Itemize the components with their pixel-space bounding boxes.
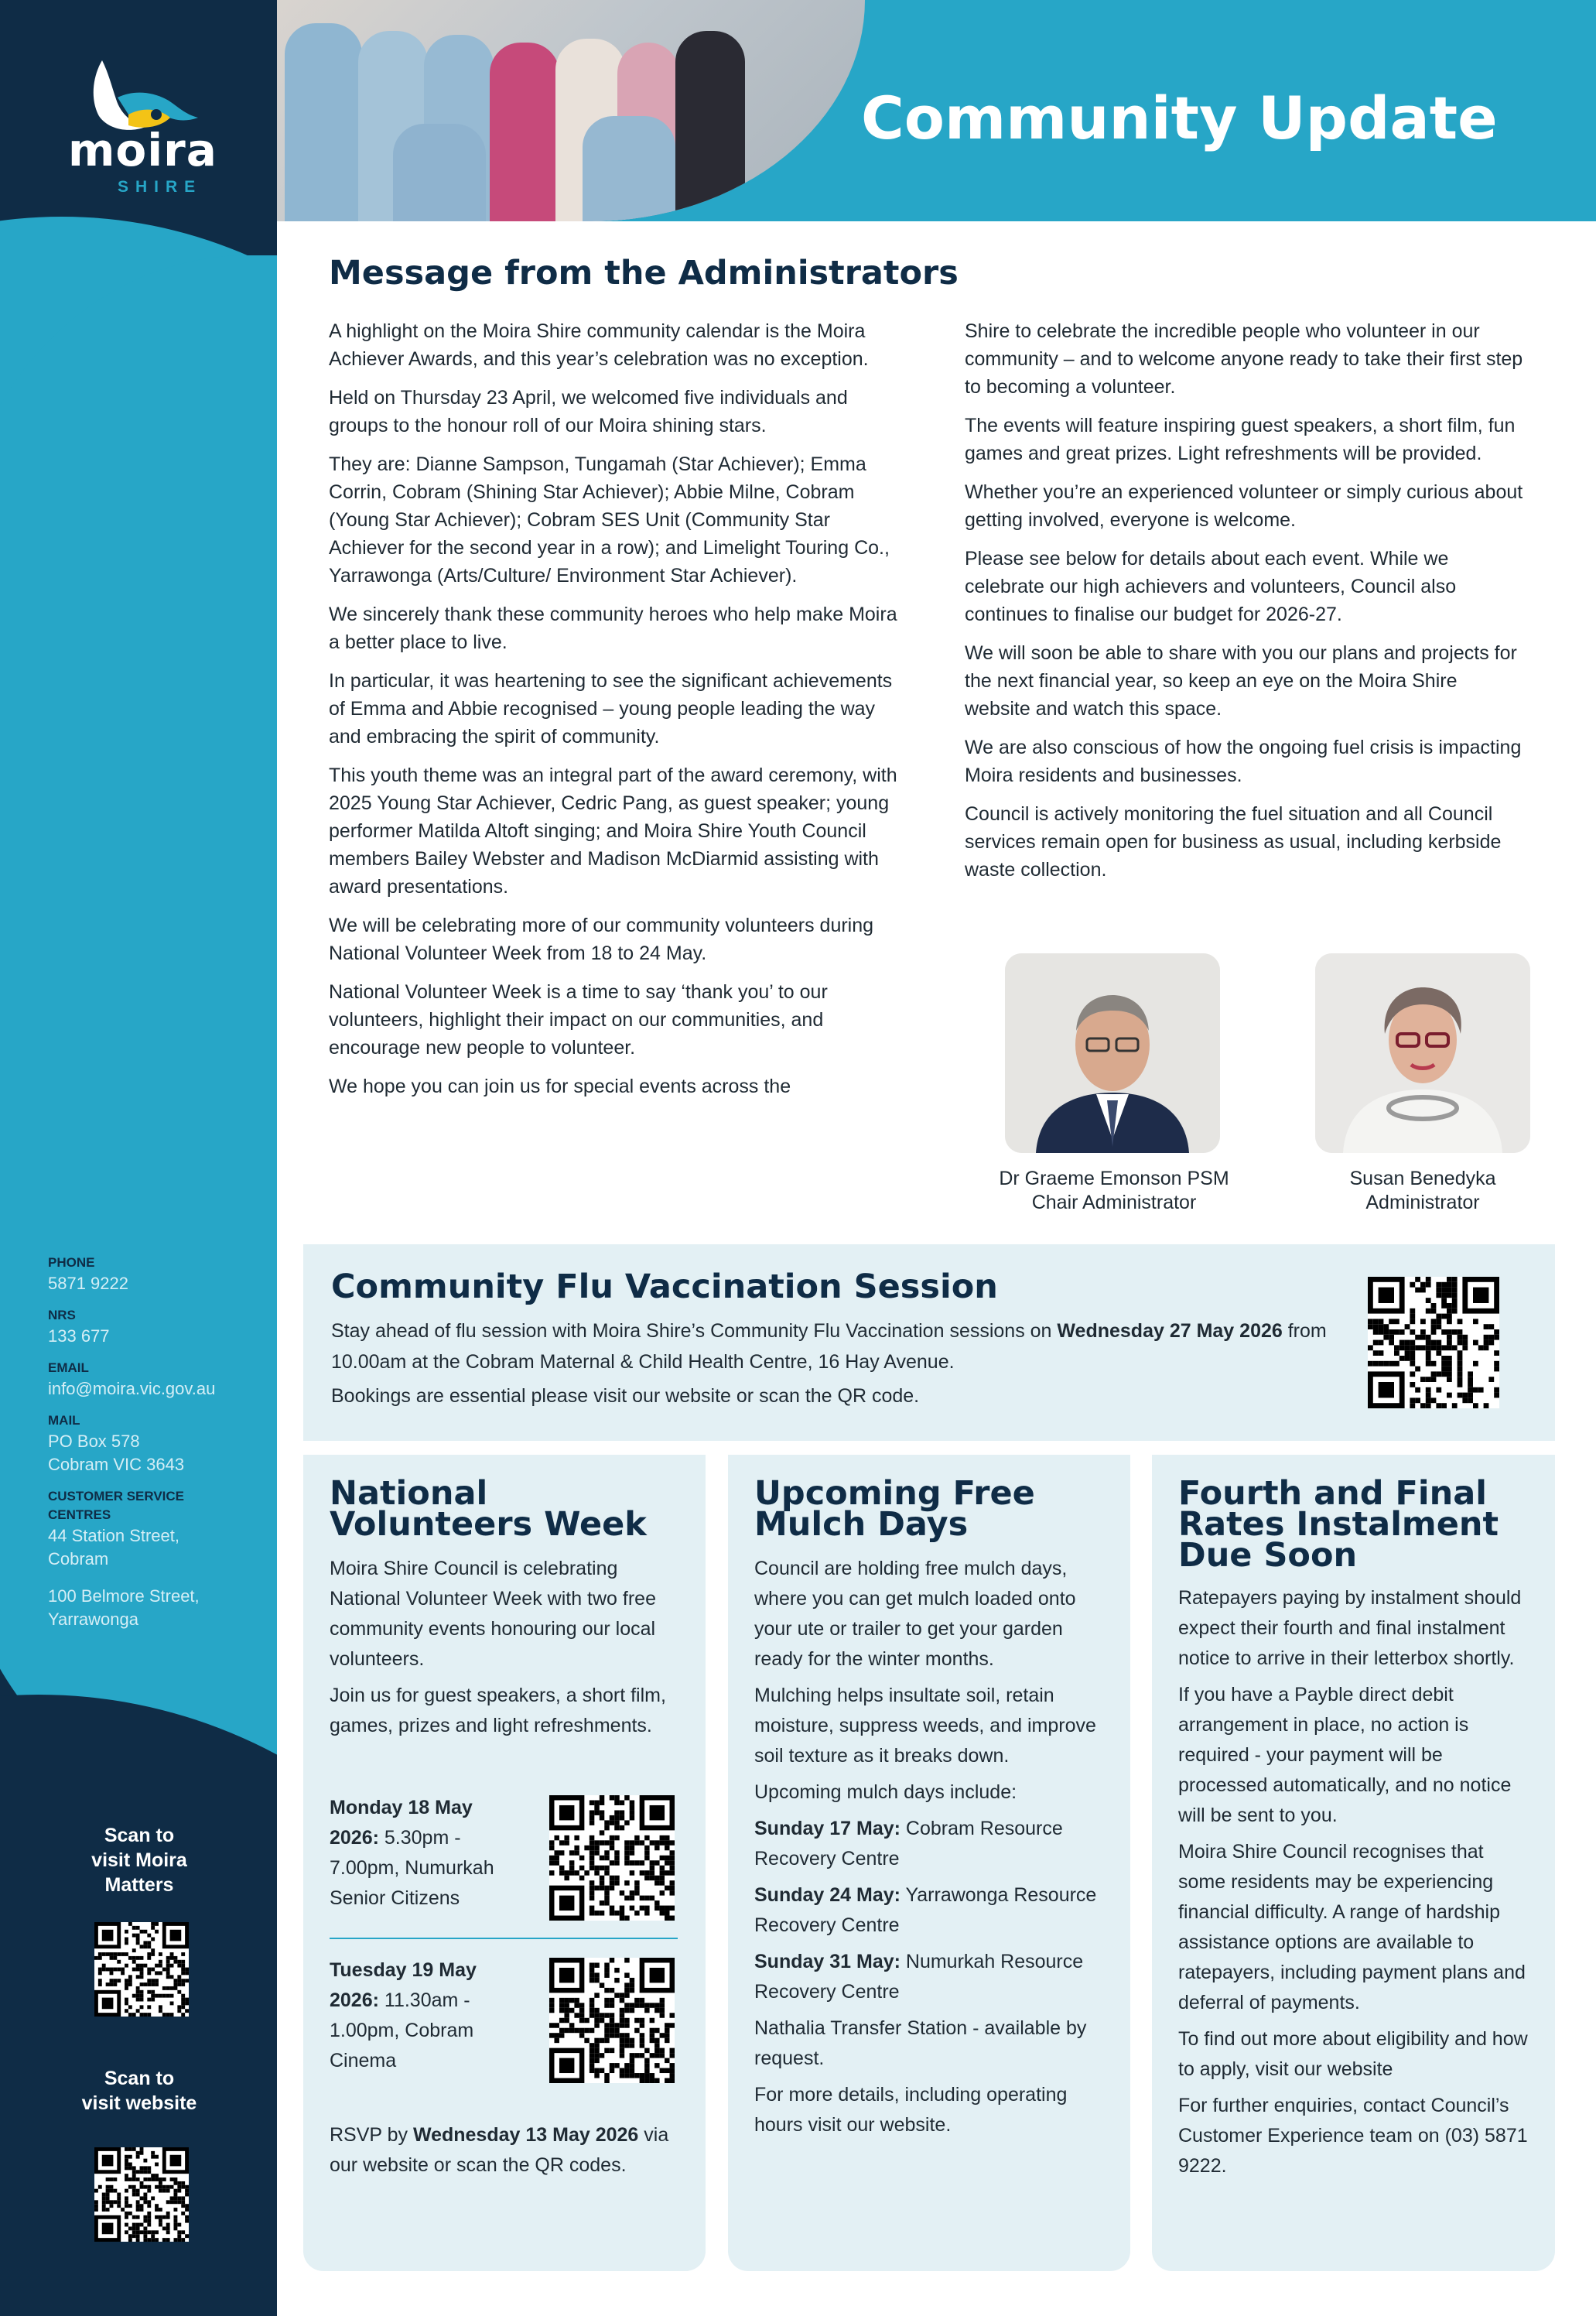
message-left-column bbox=[329, 317, 901, 1111]
rates-instalment-panel bbox=[1152, 1455, 1555, 2271]
page-title: Community Update bbox=[861, 84, 1498, 152]
event-details: 11.30am - 1.00pm, Cobram Cinema bbox=[330, 1989, 474, 2071]
contact-spacer bbox=[48, 1571, 265, 1585]
mulch-day-date: Sunday 31 May: bbox=[754, 1951, 901, 1972]
volunteers-event-1 bbox=[330, 1793, 527, 1920]
flu-heading: Community Flu Vaccination Session bbox=[331, 1267, 998, 1306]
message-paragraph: This youth theme was an integral part of the award ceremony, with 2025 Young Star Achiever, Cedric Pang, as guest speaker; young performer Matilda Altoft singing; and Moira Shire Youth Council members Bailey Webster and Madison McDiarmid assisting with award presentations. bbox=[329, 765, 897, 898]
logo-wordmark: moira bbox=[68, 124, 217, 176]
scan-line: Scan to bbox=[104, 2068, 175, 2089]
scan-moira-matters-label bbox=[46, 1823, 232, 1897]
flu-booking-text: Bookings are essential please visit our website or scan the QR code. bbox=[331, 1385, 920, 1407]
message-paragraph: Held on Thursday 23 April, we welcomed five individuals and groups to the honour roll of our Moira shining stars. bbox=[329, 387, 848, 436]
admin-role: Administrator bbox=[1365, 1192, 1480, 1213]
contact-label: MAIL bbox=[48, 1413, 80, 1428]
award-group-photo bbox=[277, 0, 865, 221]
rates-heading: Fourth and Final Rates Instalment Due Soon bbox=[1178, 1474, 1499, 1575]
message-paragraph: The events will feature inspiring guest speakers, a short film, fun games and great prizes. Light refreshments will be provided. bbox=[965, 415, 1516, 464]
mulch-day-date: Sunday 24 May: bbox=[754, 1884, 901, 1906]
message-paragraph: We are also conscious of how the ongoing fuel crisis is impacting Moira residents and businesses. bbox=[965, 737, 1522, 786]
contact-block bbox=[48, 1243, 265, 1631]
rsvp-date: Wednesday 13 May 2026 bbox=[412, 2124, 639, 2146]
qr-code-moira-matters-icon[interactable] bbox=[94, 1922, 189, 2017]
contact-service-centres bbox=[48, 1487, 265, 1631]
qr-code-event-1-icon[interactable] bbox=[549, 1795, 675, 1921]
volunteers-rsvp bbox=[330, 2120, 678, 2187]
rates-paragraph: Ratepayers paying by instalment should expect their fourth and final instalment notice to arrive in their letterbox shortly. bbox=[1178, 1587, 1522, 1669]
message-paragraph: Shire to celebrate the incredible people who volunteer in our community – and to welcome anyone ready to take their first step to becoming a volunteer. bbox=[965, 320, 1523, 398]
rsvp-text: RSVP by bbox=[330, 2124, 413, 2146]
message-heading: Message from the Administrators bbox=[329, 254, 959, 292]
qr-code-event-2-icon[interactable] bbox=[549, 1958, 675, 2083]
flu-text bbox=[331, 1315, 1337, 1377]
contact-email bbox=[48, 1359, 265, 1401]
contact-label: EMAIL bbox=[48, 1360, 89, 1375]
portrait-chair-administrator bbox=[1005, 953, 1220, 1153]
contact-mail bbox=[48, 1411, 265, 1476]
message-paragraph: A highlight on the Moira Shire community calendar is the Moira Achiever Awards, and this year’s celebration was no exception. bbox=[329, 320, 869, 370]
portrait-administrator bbox=[1315, 953, 1530, 1153]
contact-value: Yarrawonga bbox=[48, 1610, 138, 1629]
event-details: 5.30pm - 7.00pm, Numurkah Senior Citizens bbox=[330, 1827, 494, 1909]
rates-paragraph: If you have a Payble direct debit arrangement in place, no action is required - your payment will be processed automatically, and no notice will be sent to you. bbox=[1178, 1684, 1512, 1826]
message-paragraph: We hope you can join us for special events across the bbox=[329, 1076, 791, 1097]
qr-code-flu-icon[interactable] bbox=[1368, 1277, 1499, 1408]
logo-subtitle: SHIRE bbox=[118, 178, 203, 196]
sidebar bbox=[0, 0, 277, 2316]
rates-body bbox=[1178, 1583, 1536, 2188]
mulch-day-location: Numurkah Resource Recovery Centre bbox=[754, 1951, 1084, 2003]
contact-value: 133 677 bbox=[48, 1326, 110, 1346]
flu-text-part: from 10.00am at the Cobram Maternal & Child Health Centre, 16 Hay Avenue. bbox=[331, 1320, 1327, 1373]
mulch-day bbox=[754, 1880, 1106, 1941]
mulch-paragraph: Upcoming mulch days include: bbox=[754, 1781, 1017, 1803]
contact-label: PHONE bbox=[48, 1255, 95, 1270]
mulch-day-location: Cobram Resource Recovery Centre bbox=[754, 1818, 1063, 1870]
volunteers-heading: National Volunteers Week bbox=[330, 1474, 647, 1544]
scan-website-label bbox=[46, 2066, 232, 2116]
mulch-heading: Upcoming Free Mulch Days bbox=[754, 1474, 1035, 1544]
volunteers-event-2 bbox=[330, 1955, 527, 2082]
message-right-column bbox=[965, 317, 1526, 895]
contact-phone bbox=[48, 1254, 265, 1295]
mulch-days-panel bbox=[728, 1455, 1130, 2271]
admin-name: Susan Benedyka bbox=[1349, 1168, 1496, 1189]
event-divider bbox=[330, 1938, 678, 1939]
event-date: Monday 18 May 2026: bbox=[330, 1797, 473, 1849]
header-banner bbox=[277, 0, 1596, 221]
admin-role: Chair Administrator bbox=[1031, 1192, 1197, 1213]
mulch-paragraph: For more details, including operating hours visit our website. bbox=[754, 2084, 1068, 2136]
admin-name: Dr Graeme Emonson PSM bbox=[999, 1168, 1229, 1189]
mulch-body bbox=[754, 1554, 1106, 2147]
message-paragraph: Council is actively monitoring the fuel situation and all Council services remain open for business as usual, including kerbside waste collection. bbox=[965, 803, 1502, 881]
mulch-paragraph: Nathalia Transfer Station - available by request. bbox=[754, 2017, 1087, 2069]
contact-value: 5871 9222 bbox=[48, 1274, 128, 1293]
rsvp-text: via our website or scan the QR codes. bbox=[330, 2124, 669, 2176]
mulch-day-date: Sunday 17 May: bbox=[754, 1818, 901, 1839]
flu-date: Wednesday 27 May 2026 bbox=[1057, 1320, 1283, 1342]
contact-value: 100 Belmore Street, bbox=[48, 1586, 200, 1606]
rates-paragraph: For further enquiries, contact Council’s Customer Experience team on (03) 5871 9222. bbox=[1178, 2095, 1528, 2177]
mulch-day bbox=[754, 1947, 1106, 2007]
mulch-day bbox=[754, 1814, 1106, 1874]
contact-value: 44 Station Street, bbox=[48, 1526, 179, 1545]
contact-value: Cobram bbox=[48, 1549, 109, 1569]
rates-paragraph: To find out more about eligibility and how to apply, visit our website bbox=[1178, 2028, 1528, 2080]
mulch-paragraph: Mulching helps insultate soil, retain moisture, suppress weeds, and improve soil texture as it breaks down. bbox=[754, 1685, 1096, 1767]
volunteers-week-panel bbox=[303, 1455, 706, 2271]
mulch-day-location: Yarrawonga Resource Recovery Centre bbox=[754, 1884, 1097, 1936]
message-paragraph: In particular, it was heartening to see the significant achievements of Emma and Abbie recognised – young people leading the way and embracing the spirit of community. bbox=[329, 670, 893, 747]
admin-caption bbox=[1295, 1167, 1550, 1215]
volunteers-paragraph: Moira Shire Council is celebrating National Volunteer Week with two free community events honouring our local volunteers. bbox=[330, 1558, 656, 1670]
message-paragraph: We will be celebrating more of our community volunteers during National Volunteer Week from 18 to 24 May. bbox=[329, 915, 874, 964]
mulch-paragraph: Council are holding free mulch days, where you can get mulch loaded onto your ute or trailer to get your garden ready for the winter months. bbox=[754, 1558, 1076, 1670]
rates-paragraph: Moira Shire Council recognises that some residents may be experiencing financial difficulty. A range of hardship assistance options are available to ratepayers, including payment plans and deferral of payments. bbox=[1178, 1841, 1526, 2013]
message-paragraph: We will soon be able to share with you our plans and projects for the next financial year, so keep an eye on the Moira Shire website and watch this space. bbox=[965, 642, 1517, 720]
volunteers-paragraph: Join us for guest speakers, a short film, games, prizes and light refreshments. bbox=[330, 1685, 666, 1736]
contact-nrs bbox=[48, 1306, 265, 1348]
qr-code-website-icon[interactable] bbox=[94, 2147, 189, 2242]
scan-line: Matters bbox=[104, 1874, 174, 1896]
contact-value[interactable]: info@moira.vic.gov.au bbox=[48, 1379, 216, 1398]
flu-vaccination-panel bbox=[303, 1244, 1555, 1441]
contact-label: CUSTOMER SERVICE CENTRES bbox=[48, 1489, 185, 1522]
message-paragraph: Whether you’re an experienced volunteer or simply curious about getting involved, everyone is welcome. bbox=[965, 481, 1523, 531]
message-paragraph: National Volunteer Week is a time to say ‘thank you’ to our volunteers, highlight their impact on our communities, and encourage new people to volunteer. bbox=[329, 981, 828, 1059]
message-paragraph: Please see below for details about each event. While we celebrate our high achievers and volunteers, Council also continues to finalise our budget for 2026-27. bbox=[965, 548, 1457, 625]
scan-line: Scan to bbox=[104, 1825, 175, 1846]
scan-line: visit Moira bbox=[91, 1849, 187, 1871]
message-paragraph: We sincerely thank these community heroes who help make Moira a better place to live. bbox=[329, 604, 897, 653]
message-paragraph: They are: Dianne Sampson, Tungamah (Star Achiever); Emma Corrin, Cobram (Shining Star Achiever); Abbie Milne, Cobram (Young Star Achiever); Cobram SES Unit (Community Star Achiever for the second year in a row); and Limelight Touring Co., Yarrawonga (Arts/Culture/ Environment Star Achiever). bbox=[329, 453, 890, 587]
volunteers-body bbox=[330, 1554, 674, 1747]
contact-label: NRS bbox=[48, 1308, 76, 1322]
admin-caption bbox=[986, 1167, 1242, 1215]
event-date: Tuesday 19 May 2026: bbox=[330, 1959, 477, 2011]
contact-value: PO Box 578 bbox=[48, 1432, 140, 1451]
flu-text-part: Stay ahead of flu session with Moira Shire’s Community Flu Vaccination sessions on bbox=[331, 1320, 1058, 1342]
scan-line: visit website bbox=[81, 2092, 197, 2114]
contact-value: Cobram VIC 3643 bbox=[48, 1455, 185, 1474]
